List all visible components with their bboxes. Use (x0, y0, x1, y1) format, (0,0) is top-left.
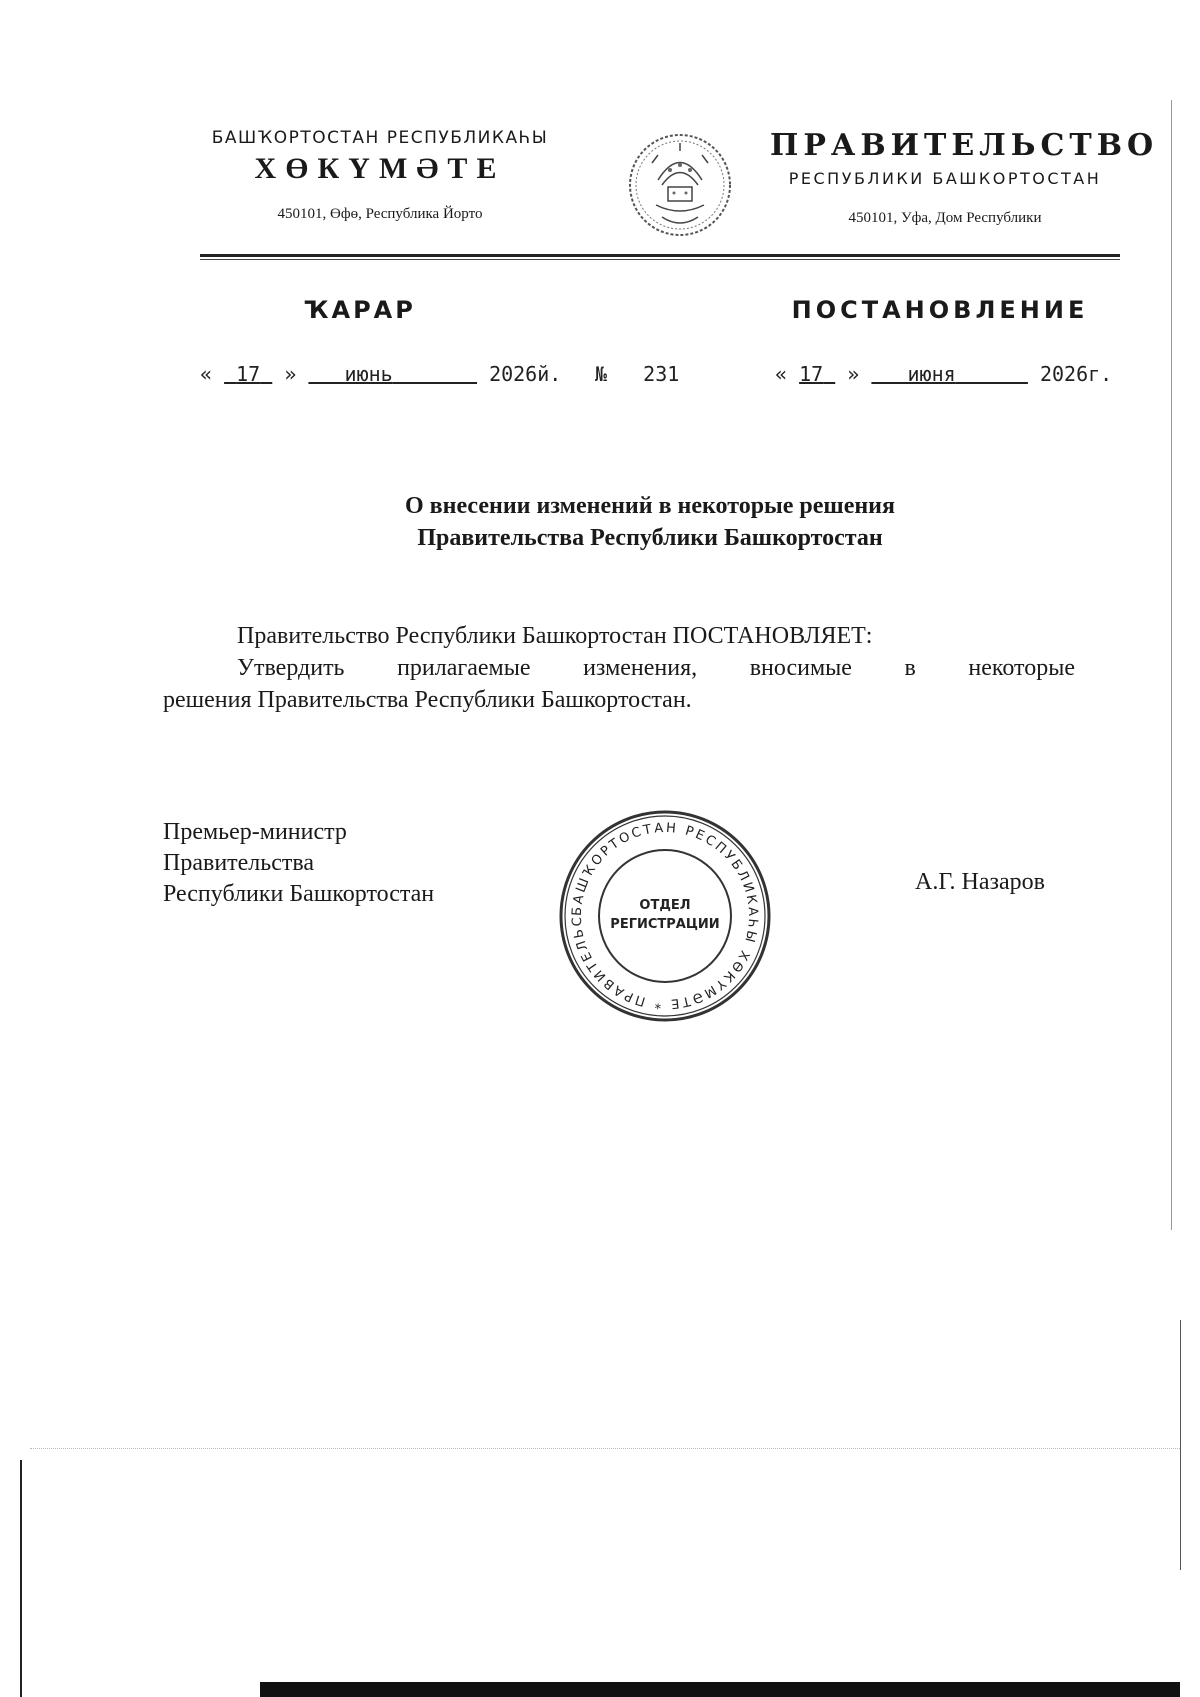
signature-line2: Правительства (163, 850, 315, 876)
body-paragraph-2-line1: Утвердить прилагаемые изменения, вносимые в некоторые (237, 655, 1075, 681)
signature-block (163, 817, 434, 910)
date-right (775, 362, 1112, 386)
signature-line1: Премьер-министр (163, 819, 347, 845)
header-left-line1: БАШҠОРТОСТАН РЕСПУБЛИКАҺЫ (211, 128, 549, 148)
header-divider (200, 254, 1120, 257)
header-left (190, 128, 570, 223)
header-right-line2: РЕСПУБЛИКИ БАШКОРТОСТАН (788, 169, 1102, 188)
scan-edge-right (1171, 100, 1172, 1230)
header-left-address: 450101, Өфө, Республика Йорто (277, 206, 483, 222)
header-right-address: 450101, Уфа, Дом Республики (848, 210, 1042, 226)
doc-type-right: ПОСТАНОВЛЕНИЕ (791, 296, 1089, 324)
scan-edge-bottom (260, 1682, 1180, 1697)
scan-edge-right-lower (1180, 1320, 1181, 1570)
body-paragraph-2-line2: решения Правительства Республики Башкортостан. (163, 687, 692, 713)
date-right-month: июня (907, 362, 956, 386)
date-left (200, 362, 561, 386)
doc-number (595, 362, 679, 386)
date-left-year: 2026й. (489, 362, 562, 386)
document-title-line1: О внесении изменений в некоторые решения (405, 493, 895, 519)
date-right-close: » (847, 362, 860, 386)
coat-of-arms-icon (618, 125, 742, 249)
stamp-center-line2: РЕГИСТРАЦИИ (610, 917, 720, 932)
document-title-line2: Правительства Республики Башкортостан (417, 525, 883, 551)
doc-number-label: № (595, 362, 608, 386)
scan-dotted-artifact (30, 1448, 1180, 1449)
date-left-open: « (200, 362, 213, 386)
header-left-line2: ХӨКҮМӘТЕ (254, 152, 506, 185)
header-right-line1: ПРАВИТЕЛЬСТВО (770, 128, 1159, 163)
body-paragraph-1: Правительство Республики Башкортостан ПОСТАНОВЛЯЕТ: (237, 623, 873, 649)
date-right-day: 17 (799, 362, 824, 386)
doc-number-value: 231 (643, 362, 680, 386)
stamp-center-line1: ОТДЕЛ (639, 898, 691, 913)
date-left-day: 17 (236, 362, 261, 386)
scan-edge-left (20, 1460, 22, 1697)
document-title (200, 490, 1100, 554)
date-right-year: 2026г. (1039, 362, 1113, 386)
header-right (770, 128, 1159, 227)
date-left-close: » (284, 362, 297, 386)
registration-stamp (555, 806, 775, 1026)
date-right-open: « (775, 362, 788, 386)
header-divider-thin (200, 259, 1120, 260)
signatory-name: А.Г. Назаров (915, 869, 1045, 895)
stamp-outer-text: БАШҠОРТОСТАН РЕСПУБЛИКАҺЫ ХӨКҮМӘТЕ * ПРАВИТЕЛЬС (569, 820, 761, 1012)
signature-line3: Республики Башкортостан (163, 881, 435, 907)
date-left-month: июнь (344, 362, 393, 386)
doc-type-left: ҠАРАР (304, 296, 416, 324)
